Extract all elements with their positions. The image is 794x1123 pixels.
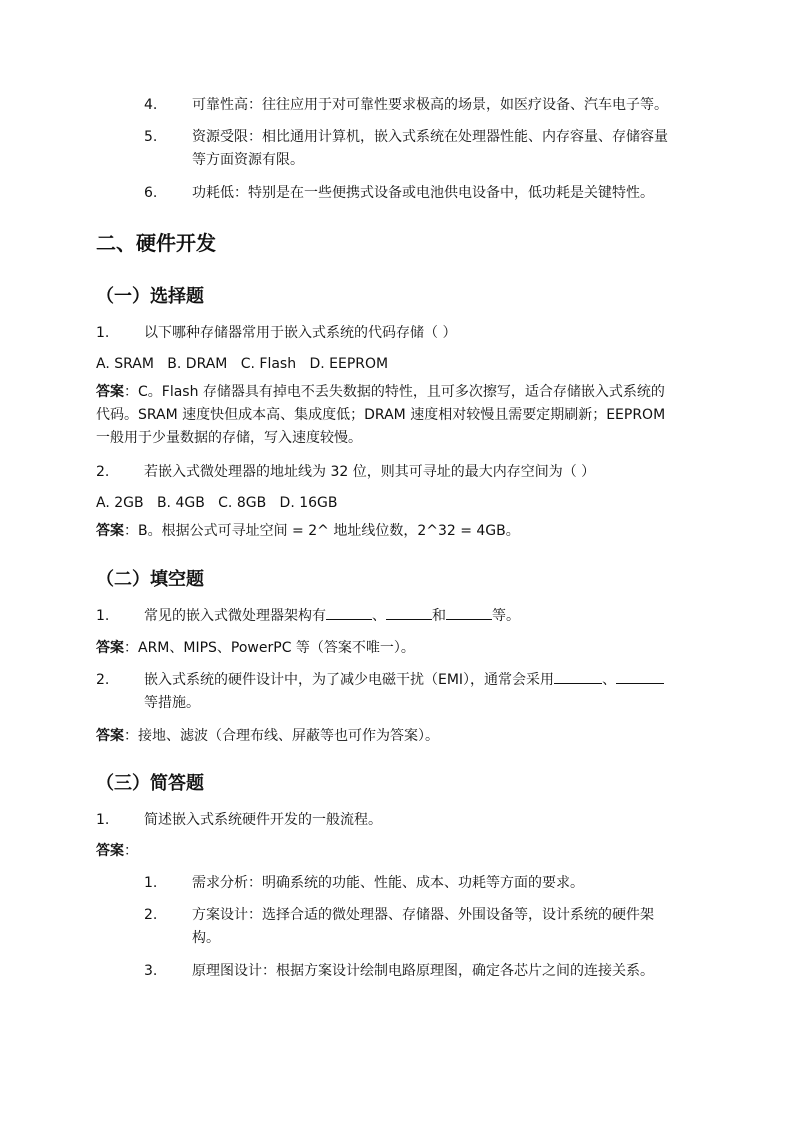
question-number: 2. — [96, 672, 110, 688]
item-title: 方案设计 — [192, 907, 248, 923]
answer-text-continued: 代码。SRAM 速度快但成本高、集成度低；DRAM 速度相对较慢且需要定期刷新；EEPROM — [96, 407, 666, 423]
list-number: 6. — [144, 185, 158, 201]
question-suffix: 等。 — [492, 608, 520, 624]
question-text — [144, 669, 664, 692]
question-text: 以下哪种存储器常用于嵌入式系统的代码存储（ ） — [144, 325, 457, 341]
item-title: 资源受限 — [192, 129, 248, 145]
question-number: 1. — [96, 812, 110, 828]
answer-blank — [446, 605, 492, 620]
answer-blank — [616, 669, 664, 684]
answer-line — [96, 381, 665, 404]
answer-text: ：C。Flash 存储器具有掉电不丢失数据的特性，且可多次擦写，适合存储嵌入式系统的 — [124, 384, 665, 400]
fill-heading: （二）填空题 — [96, 569, 204, 590]
question-prefix: 嵌入式系统的硬件设计中，为了减少电磁干扰（EMI），通常会采用 — [144, 672, 555, 688]
list-item: 资源受限：相比通用计算机，嵌入式系统在处理器性能、内存容量、存储容量 — [192, 129, 668, 145]
answer-line — [96, 637, 415, 660]
list-number: 3. — [144, 963, 158, 979]
question-number: 2. — [96, 464, 110, 480]
answer-label: 答案 — [96, 523, 124, 539]
question-prefix: 常见的嵌入式微处理器架构有 — [144, 608, 326, 624]
list-number: 1. — [144, 875, 158, 891]
item-title: 原理图设计 — [192, 963, 262, 979]
list-item: 方案设计：选择合适的微处理器、存储器、外围设备等，设计系统的硬件架 — [192, 907, 654, 923]
item-title: 需求分析 — [192, 875, 248, 891]
list-number: 5. — [144, 129, 158, 145]
list-item: 功耗低：特别是在一些便携式设备或电池供电设备中，低功耗是关键特性。 — [192, 185, 654, 201]
item-title: 可靠性高 — [192, 97, 248, 113]
item-text: 选择合适的微处理器、存储器、外围设备等，设计系统的硬件架 — [262, 907, 654, 923]
item-title: 功耗低 — [192, 185, 234, 201]
choice-heading: （一）选择题 — [96, 286, 204, 307]
question-number: 1. — [96, 325, 110, 341]
question-text-continued: 等措施。 — [144, 695, 200, 711]
section-title: 二、硬件开发 — [96, 231, 216, 255]
list-number: 2. — [144, 907, 158, 923]
short-heading: （三）简答题 — [96, 773, 204, 794]
answer-label: 答案 — [96, 640, 124, 656]
question-text: 若嵌入式微处理器的地址线为 32 位，则其可寻址的最大内存空间为（ ） — [144, 464, 596, 480]
separator: 、 — [372, 608, 386, 624]
answer-blank — [386, 605, 432, 620]
item-text: 特别是在一些便携式设备或电池供电设备中，低功耗是关键特性。 — [248, 185, 654, 201]
answer-line — [96, 840, 138, 863]
answer-line — [96, 520, 520, 543]
item-text: 相比通用计算机，嵌入式系统在处理器性能、内存容量、存储容量 — [262, 129, 668, 145]
question-number: 1. — [96, 608, 110, 624]
answer-blank — [326, 605, 372, 620]
answer-text: ：接地、滤波（合理布线、屏蔽等也可作为答案）。 — [124, 728, 439, 744]
item-text-continued: 构。 — [192, 930, 220, 946]
item-text: 明确系统的功能、性能、成本、功耗等方面的要求。 — [262, 875, 584, 891]
answer-text: ：B。根据公式可寻址空间 = 2^ 地址线位数，2^32 = 4GB。 — [124, 523, 520, 539]
question-options: A. SRAM B. DRAM C. Flash D. EEPROM — [96, 356, 389, 372]
separator: 和 — [432, 608, 446, 624]
answer-label: 答案 — [96, 728, 124, 744]
answer-blank — [554, 669, 602, 684]
question-text: 简述嵌入式系统硬件开发的一般流程。 — [144, 812, 382, 828]
answer-text: ：ARM、MIPS、PowerPC 等（答案不唯一）。 — [124, 640, 415, 656]
answer-label: 答案 — [96, 384, 124, 400]
question-options: A. 2GB B. 4GB C. 8GB D. 16GB — [96, 495, 338, 511]
item-text: 往往应用于对可靠性要求极高的场景，如医疗设备、汽车电子等。 — [262, 97, 668, 113]
separator: 、 — [602, 672, 617, 688]
answer-line — [96, 725, 439, 748]
answer-colon: ： — [124, 843, 138, 859]
question-text — [144, 605, 520, 628]
item-text-continued: 等方面资源有限。 — [192, 152, 304, 168]
list-number: 4. — [144, 97, 158, 113]
answer-label: 答案 — [96, 843, 124, 859]
item-text: 根据方案设计绘制电路原理图，确定各芯片之间的连接关系。 — [276, 963, 654, 979]
answer-text-continued: 一般用于少量数据的存储，写入速度较慢。 — [96, 430, 362, 446]
list-item: 需求分析：明确系统的功能、性能、成本、功耗等方面的要求。 — [192, 875, 584, 891]
list-item: 可靠性高：往往应用于对可靠性要求极高的场景，如医疗设备、汽车电子等。 — [192, 97, 668, 113]
list-item: 原理图设计：根据方案设计绘制电路原理图，确定各芯片之间的连接关系。 — [192, 963, 654, 979]
